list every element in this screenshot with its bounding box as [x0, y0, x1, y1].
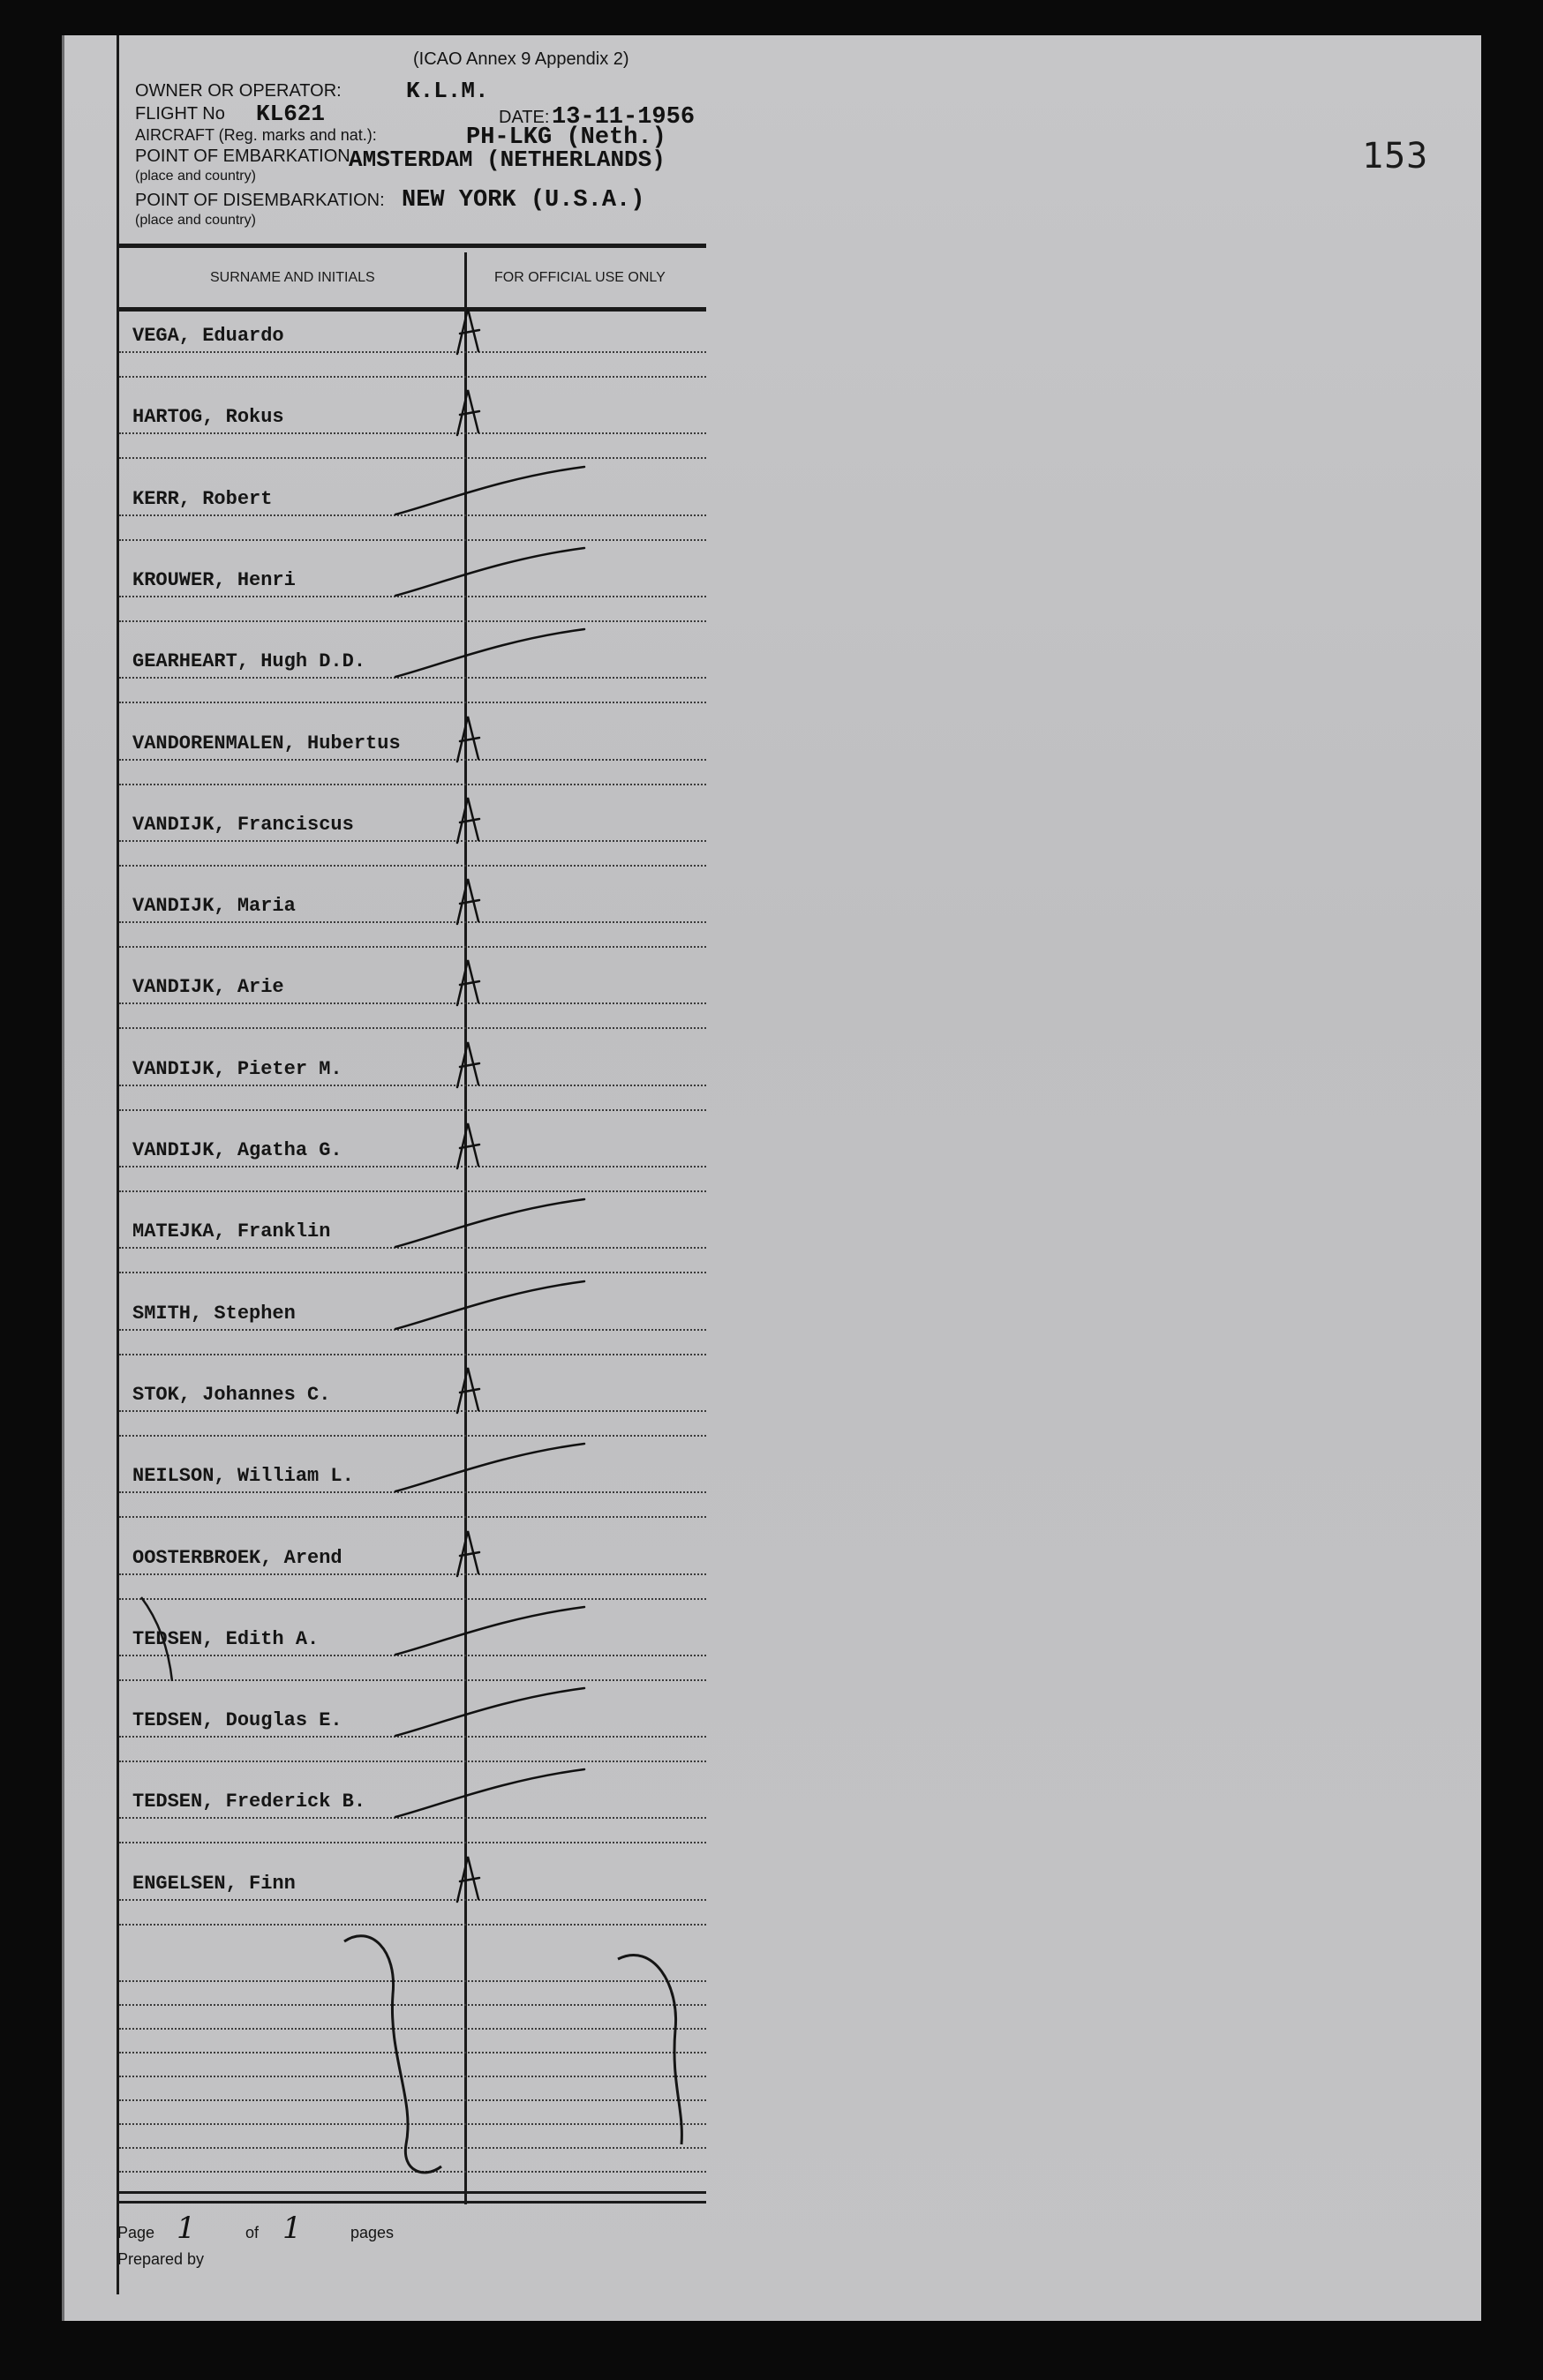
embark-sublabel: (place and country) — [135, 169, 256, 184]
row-dotted-line — [119, 946, 706, 948]
passenger-name: KERR, Robert — [132, 487, 273, 510]
footer-of-label: of — [245, 2224, 260, 2241]
row-dotted-line — [119, 1516, 706, 1518]
footer-page-value: 1 — [177, 2211, 196, 2246]
footer-of-value: 1 — [282, 2211, 302, 2246]
empty-row-line — [119, 2123, 706, 2125]
prepared-by-label: Prepared by — [117, 2250, 205, 2268]
empty-row-line — [119, 2028, 706, 2030]
flight-label: FLIGHT No — [135, 104, 225, 124]
left-margin-rule — [117, 35, 119, 2294]
empty-row-line — [119, 2099, 706, 2101]
checkmark-stroke-icon — [388, 460, 591, 522]
admitted-mark-icon — [452, 957, 487, 1010]
disembark-sublabel: (place and country) — [135, 213, 256, 228]
disembark-label: POINT OF DISEMBARKATION: — [135, 191, 385, 210]
passenger-name: KROUWER, Henri — [132, 568, 296, 591]
row-dotted-line — [119, 921, 706, 923]
row-dotted-line — [119, 759, 706, 761]
checkmark-stroke-icon — [388, 1437, 591, 1498]
passenger-name: VANDIJK, Maria — [132, 895, 296, 918]
aircraft-value: PH-LKG (Neth.) — [466, 124, 666, 151]
bottom-rule-1 — [119, 2191, 706, 2194]
passenger-name: TEDSEN, Edith A. — [132, 1627, 320, 1650]
passenger-name: STOK, Johannes C. — [132, 1383, 331, 1406]
empty-row-line — [119, 2052, 706, 2053]
row-dotted-line — [119, 1027, 706, 1029]
archive-page-number: 153 — [1362, 136, 1429, 176]
admitted-mark-icon — [452, 875, 487, 928]
checkmark-stroke-icon — [388, 622, 591, 684]
passenger-name: VEGA, Eduardo — [132, 325, 284, 347]
checkmark-stroke-icon — [388, 1681, 591, 1743]
owner-value: K.L.M. — [406, 78, 489, 104]
row-dotted-line — [119, 1354, 706, 1355]
row-dotted-line — [119, 840, 706, 842]
admitted-mark-icon — [452, 1528, 487, 1580]
row-dotted-line — [119, 1166, 706, 1167]
owner-label: OWNER OR OPERATOR: — [135, 81, 342, 101]
checkmark-stroke-icon — [388, 1274, 591, 1336]
empty-row-line — [119, 2004, 706, 2006]
row-dotted-line — [119, 1109, 706, 1111]
admitted-mark-icon — [452, 1364, 487, 1417]
admitted-mark-icon — [452, 1120, 487, 1173]
admitted-mark-icon — [452, 1853, 487, 1906]
disembark-value: NEW YORK (U.S.A.) — [402, 187, 645, 214]
admitted-mark-icon — [452, 713, 487, 766]
checkmark-stroke-icon — [388, 1192, 591, 1254]
passenger-name: ENGELSEN, Finn — [132, 1872, 296, 1895]
passenger-name: NEILSON, William L. — [132, 1465, 354, 1488]
row-dotted-line — [119, 702, 706, 703]
manifest-sheet — [62, 35, 1481, 2321]
row-dotted-line — [119, 1085, 706, 1086]
passenger-name: TEDSEN, Douglas E. — [132, 1709, 342, 1732]
row-dotted-line — [119, 865, 706, 867]
annex-reference: (ICAO Annex 9 Appendix 2) — [413, 49, 629, 69]
passenger-name: TEDSEN, Frederick B. — [132, 1791, 366, 1813]
checkmark-stroke-icon — [388, 1762, 591, 1824]
empty-row-line — [119, 2076, 706, 2077]
header-rule — [119, 244, 706, 248]
checkmark-stroke-icon — [388, 1600, 591, 1662]
flight-value: KL621 — [256, 101, 326, 127]
column-header-rule — [119, 307, 706, 312]
admitted-mark-icon — [452, 1039, 487, 1092]
row-dotted-line — [119, 1842, 706, 1843]
date-label: DATE: — [499, 108, 550, 127]
admitted-mark-icon — [452, 387, 487, 439]
row-dotted-line — [119, 1573, 706, 1575]
row-dotted-line — [119, 1002, 706, 1004]
admitted-mark-icon — [452, 305, 487, 358]
passenger-name: GEARHEART, Hugh D.D. — [132, 650, 366, 673]
row-dotted-line — [119, 1410, 706, 1412]
date-value: 13-11-1956 — [552, 104, 696, 131]
column-header-name: SURNAME AND INITIALS — [210, 270, 375, 285]
embark-value: AMSTERDAM (NETHERLANDS) — [349, 146, 666, 173]
row-dotted-line — [119, 351, 706, 353]
empty-row-line — [119, 1980, 706, 1982]
row-dotted-line — [119, 376, 706, 378]
passenger-name: OOSTERBROEK, Arend — [132, 1546, 342, 1569]
aircraft-label: AIRCRAFT (Reg. marks and nat.): — [135, 126, 377, 144]
row-dotted-line — [119, 1899, 706, 1901]
footer-pages-label: pages — [350, 2224, 395, 2241]
passenger-name: VANDIJK, Franciscus — [132, 813, 354, 836]
empty-row-line — [119, 2147, 706, 2149]
admitted-mark-icon — [452, 794, 487, 847]
passenger-name: MATEJKA, Franklin — [132, 1220, 331, 1243]
row-dotted-line — [119, 784, 706, 785]
passenger-name: VANDIJK, Agatha G. — [132, 1139, 342, 1161]
footer-page-label: Page — [117, 2224, 155, 2241]
bottom-rule-2 — [119, 2201, 706, 2204]
checkmark-stroke-icon — [388, 541, 591, 603]
row-dotted-line — [119, 1924, 706, 1926]
passenger-name: VANDORENMALEN, Hubertus — [132, 732, 401, 755]
embark-label: POINT OF EMBARKATION — [135, 146, 350, 166]
row-dotted-line — [119, 432, 706, 434]
passenger-name: VANDIJK, Pieter M. — [132, 1057, 342, 1080]
passenger-name: VANDIJK, Arie — [132, 976, 284, 999]
column-header-official: FOR OFFICIAL USE ONLY — [494, 270, 666, 285]
passenger-name: SMITH, Stephen — [132, 1302, 296, 1325]
empty-row-line — [119, 2171, 706, 2173]
passenger-name: HARTOG, Rokus — [132, 406, 284, 429]
